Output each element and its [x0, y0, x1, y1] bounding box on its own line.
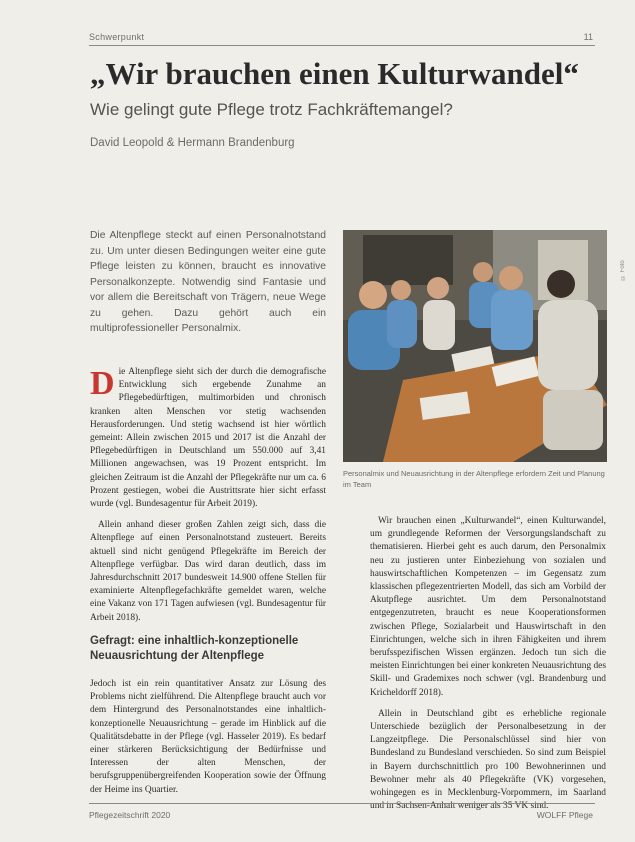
- article-title: „Wir brauchen einen Kulturwandel“: [90, 56, 579, 91]
- page-number: 11: [583, 32, 593, 42]
- drop-cap: D: [90, 365, 115, 402]
- lead-paragraph: Die Altenpflege steckt auf einen Personalnotstand zu. Um unter diesen Bedingungen weiter eine gute Pflege leisten zu können, braucht es innovative Personalkonzepte. Notwendig sind Fantasie und vor allem die Bereitschaft von Trägern, neue Wege zu gehen. Dazu gehört auch ein multiprofessioneller Personalmix.: [90, 230, 326, 334]
- article-photo: [343, 230, 607, 462]
- body-paragraph-4: Wir brauchen einen „Kulturwandel“, einen Kulturwandel, um grundlegende Reformen der Versorgungslandschaft zu thematisieren. Hierbei geht es auch darum, den Personalmix neu zu justieren unter Einbeziehung von sozialen und hauswirtschaftlichen Kompetenzen – im Gegensatz zum klassischen pflegezentrierten Modell, das sich am Vorbild der Akutpflege ausrichtet. Um dem Personalnotstand entgegenzutreten, braucht es neue Kooperationsformen zwischen Pflege, Sozialarbeit und Hauswirtschaft in den Einrichtungen, welche sich in ihren Fähigkeiten und ihrem berufsspezifischen Wissen ergänzen. Jedoch tun sich die meisten Einrichtungen bei einer konkreten Neuausrichtung des Skill- und Grademixes noch schwer (vgl. Brandenburg und Kricheldorff 2018).: [370, 516, 606, 698]
- section-heading: Gefragt: eine inhaltlich-konzeptionelle Neuausrichtung der Altenpflege: [90, 635, 299, 662]
- body-paragraph-1-text: ie Altenpflege sieht sich der durch die demografische Entwicklung sich ergebende Zunahme an Pflegebedürftigen, multimorbiden und chronisch kranken alten Menschen vor stetig wachsenden Herausforderungen. Und stetig wachsend ist hier wörtlich gemeint: Allein zwischen 2015 und 2017 ist die Anzahl der Pflegebedürftigen in Deutschland um 550.000 auf 3,41 Millionen angewachsen, was 19 Prozent entspricht. Im gleichen Zeitraum ist die Anzahl der Pflegekräfte nur um ca. 6 Prozent gestiegen, wobei die Austrittsrate hier sicht erfasst wurde (vgl. Bundesagentur für Arbeit 2019).: [90, 367, 326, 510]
- article-subtitle: Wie gelingt gute Pflege trotz Fachkräftemangel?: [90, 100, 453, 119]
- footer-journal: Pflegezeitschrift 2020: [89, 810, 171, 820]
- photo-credit: © Foto: [620, 260, 626, 280]
- photo-illustration: [343, 230, 607, 462]
- running-head: Schwerpunkt: [89, 32, 145, 42]
- photo-caption: Personalmix und Neuausrichtung in der Altenpflege erfordern Zeit und Planung im Team: [343, 469, 605, 489]
- footer-brand: WOLFF Pflege: [536, 810, 593, 820]
- body-paragraph-3: Jedoch ist ein rein quantitativer Ansatz zur Lösung des Problems nicht zielführend. Die Altenpflege braucht auch vor dem Hintergrund des Personalnotstandes eine inhaltlich-konzeptionelle Neuausrichtung – gerade im Hinblick auf die Qualitätsdebatte in der Pflege (vgl. Hasseler 2019). Es bedarf einer stärkeren Berücksichtigung der Bedürfnisse und Interessen der alten Menschen, der berufsgruppenübergreifenden Kooperation sowie der Öffnung der Heime ins Quartier.: [90, 679, 326, 795]
- body-paragraph-2: Allein anhand dieser großen Zahlen zeigt sich, dass die Altenpflege auf einen Personalnotstand zusteuert. Bereits aktuell sind nicht genügend Pflegekräfte im Bereich der Altenpflege verfügbar. Das wird daran deutlich, dass im Jahresdurchschnitt 2017 bundesweit 14.900 offene Stellen für examinierte Altenpflegefachkräfte gemeldet waren, welche eine Vakanz von 171 Tagen aufwiesen (vgl. Bundesagentur für Arbeit 2018).: [90, 520, 326, 623]
- body-column-left-top: [90, 366, 326, 625]
- body-column-right: [370, 515, 606, 813]
- article-authors: David Leopold & Hermann Brandenburg: [90, 137, 295, 149]
- footer-rule: [89, 803, 595, 804]
- body-paragraph-5: Allein in Deutschland gibt es erhebliche regionale Unterschiede bezüglich der Personalbesetzung in der Langzeitpflege. Die Personalschlüssel sind hier von Bundesland zu Bundesland verschieden. So sind zum Beispiel in Bayern durchschnittlich pro 100 Bewohnerinnen und Bewohner mehr als 40 Pflegekräfte (VK) vorgesehen, wohingegen es in Mecklenburg-Vorpommern, im Saarland und in Sachsen-Anhalt weniger als 35 VK sind.: [370, 708, 606, 812]
- body-paragraph-1: [90, 366, 326, 511]
- body-column-left-bottom: [90, 678, 326, 797]
- header-rule: [89, 45, 595, 46]
